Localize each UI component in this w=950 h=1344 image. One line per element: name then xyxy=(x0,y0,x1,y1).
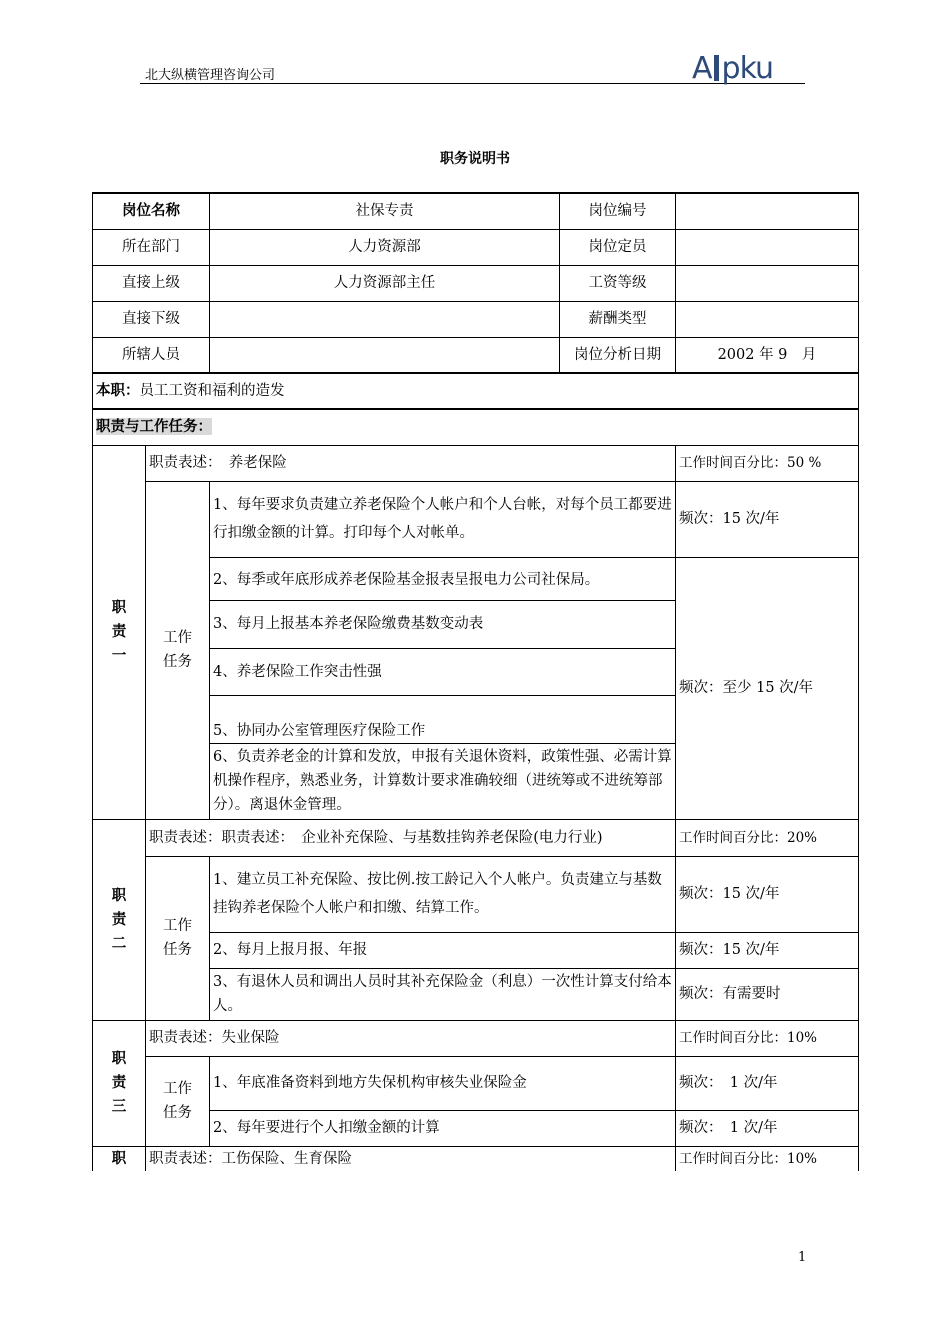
basic-row-5 xyxy=(93,337,859,373)
duty1-desc-row xyxy=(93,445,859,481)
duty3-description: 职责表述：失业保险 xyxy=(146,1020,676,1056)
duty2-frequency-2: 频次：15 次/年 xyxy=(676,932,859,968)
duty1-task-4: 4、养老保险工作突击性强 xyxy=(210,648,676,695)
duties-header: 职责与工作任务： xyxy=(96,418,212,436)
value-headcount xyxy=(676,229,859,265)
label-direct-subordinate: 直接下级 xyxy=(93,301,210,337)
label-analysis-date: 岗位分析日期 xyxy=(560,337,676,373)
duty2-description: 职责表述：职责表述： 企业补充保险、与基数挂钩养老保险(电力行业) xyxy=(146,819,676,856)
core-duty-cell xyxy=(93,373,859,409)
duty1-task-5: 5、协同办公室管理医疗保险工作 xyxy=(210,695,676,743)
duty1-name: 职责一 xyxy=(93,445,146,819)
duty1-time-percent: 工作时间百分比：50 % xyxy=(676,445,859,481)
label-department: 所在部门 xyxy=(93,229,210,265)
duty2-task-3: 3、有退休人员和调出人员时其补充保险金（利息）一次性计算支付给本人。 xyxy=(210,968,676,1020)
duty2-frequency-1: 频次：15 次/年 xyxy=(676,856,859,932)
basic-row-3 xyxy=(93,265,859,301)
duty2-task-1: 1、建立员工补充保险、按比例.按工龄记入个人帐户。负责建立与基数挂钩养老保险个人帐户和扣缴、结算工作。 xyxy=(210,856,676,932)
duty4-time-percent: 工作时间百分比：10% xyxy=(676,1146,859,1171)
duty2-desc-row xyxy=(93,819,859,856)
label-position-code: 岗位编号 xyxy=(560,193,676,229)
header-company-name: 北大纵横管理咨询公司 xyxy=(145,68,276,83)
label-direct-superior: 直接上级 xyxy=(93,265,210,301)
duty1-task-1: 1、每年要求负责建立养老保险个人帐户和个人台帐，对每个员工都要进行扣缴金额的计算。打印每个人对帐单。 xyxy=(210,481,676,557)
duty3-task-label: 工作任务 xyxy=(146,1056,210,1146)
label-headcount: 岗位定员 xyxy=(560,229,676,265)
label-salary-grade: 工资等级 xyxy=(560,265,676,301)
company-logo xyxy=(692,52,810,86)
duty3-frequency-2: 频次： 1 次/年 xyxy=(676,1110,859,1146)
basic-row-2 xyxy=(93,229,859,265)
duty1-task-label: 工作任务 xyxy=(146,481,210,819)
duty3-frequency-1: 频次： 1 次/年 xyxy=(676,1056,859,1110)
duty4-desc-row xyxy=(93,1146,859,1171)
value-position-name: 社保专责 xyxy=(210,193,560,229)
core-duty-row xyxy=(93,373,859,409)
duty1-frequency-1: 频次：15 次/年 xyxy=(676,481,859,557)
logo-bar-icon xyxy=(714,55,719,81)
duty4-description: 职责表述：工伤保险、生育保险 xyxy=(146,1146,676,1171)
duty2-task-label: 工作任务 xyxy=(146,856,210,1020)
duty1-frequency-2: 频次：至少 15 次/年 xyxy=(676,557,859,819)
value-salary-grade xyxy=(676,265,859,301)
value-direct-superior: 人力资源部主任 xyxy=(210,265,560,301)
value-analysis-date: 2002 年 9 月 xyxy=(676,337,859,373)
value-staff-managed xyxy=(210,337,560,373)
duty2-time-percent: 工作时间百分比：20% xyxy=(676,819,859,856)
logo-text-pku: pku xyxy=(721,51,774,86)
duty1-task-3: 3、每月上报基本养老保险缴费基数变动表 xyxy=(210,600,676,648)
value-direct-subordinate xyxy=(210,301,560,337)
label-staff-managed: 所辖人员 xyxy=(93,337,210,373)
duty4-name: 职 xyxy=(93,1146,146,1171)
basic-row-1 xyxy=(93,193,859,229)
duty1-task-6: 6、负责养老金的计算和发放，申报有关退休资料，政策性强、必需计算机操作程序，熟悉业务，计算数计要求准确较细（进统筹或不进统筹部分）。离退休金管理。 xyxy=(210,743,676,819)
duty3-task-1: 1、年底准备资料到地方失保机构审核失业保险金 xyxy=(210,1056,676,1110)
duty2-task-row-1 xyxy=(93,856,859,932)
value-position-code xyxy=(676,193,859,229)
page-number: 1 xyxy=(798,1250,807,1265)
label-pay-type: 薪酬类型 xyxy=(560,301,676,337)
duty1-task-2: 2、每季或年底形成养老保险基金报表呈报电力公司社保局。 xyxy=(210,569,676,600)
label-position-name: 岗位名称 xyxy=(93,193,210,229)
duties-header-cell xyxy=(93,409,859,445)
core-duty-label: 本职： xyxy=(96,382,140,399)
duty3-desc-row xyxy=(93,1020,859,1056)
basic-row-4 xyxy=(93,301,859,337)
duty3-task-2: 2、每年要进行个人扣缴金额的计算 xyxy=(210,1110,676,1146)
logo-letter-a: A xyxy=(692,51,712,86)
core-duty-text: 员工工资和福利的造发 xyxy=(139,383,285,399)
duty3-name: 职责三 xyxy=(93,1020,146,1146)
duty2-name: 职责二 xyxy=(93,819,146,1020)
job-description-table xyxy=(92,192,859,1171)
duty1-description: 职责表述： 养老保险 xyxy=(146,445,676,481)
value-pay-type xyxy=(676,301,859,337)
duty2-frequency-3: 频次：有需要时 xyxy=(676,968,859,1020)
duty2-task-2: 2、每月上报月报、年报 xyxy=(210,932,676,968)
document-title: 职务说明书 xyxy=(440,151,510,167)
duties-header-row xyxy=(93,409,859,445)
duty3-time-percent: 工作时间百分比：10% xyxy=(676,1020,859,1056)
value-department: 人力资源部 xyxy=(210,229,560,265)
duty3-task-row-1 xyxy=(93,1056,859,1110)
duty1-spacer xyxy=(210,557,676,569)
duty1-task-row-1 xyxy=(93,481,859,557)
